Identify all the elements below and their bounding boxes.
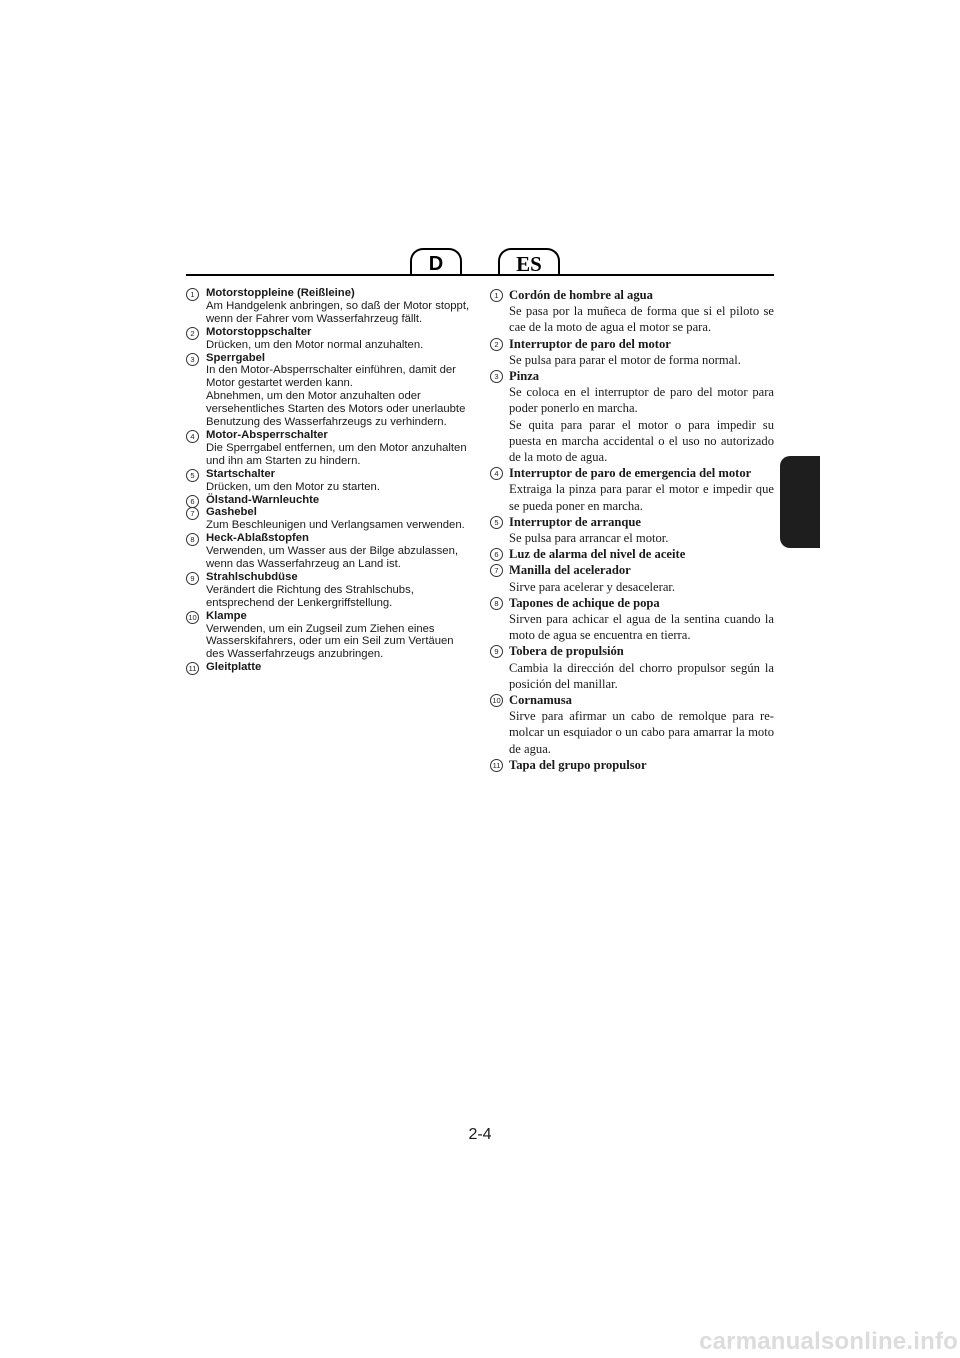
list-item <box>490 546 774 562</box>
item-number: 11 <box>186 662 199 675</box>
list-item <box>490 757 774 773</box>
list-item <box>186 532 470 571</box>
item-description: Zum Beschleunigen und Verlangsamen verwenden. <box>206 519 465 532</box>
item-description: Sirve para acelerar y desacelerar. <box>509 579 676 594</box>
item-term: Manilla del acelerador <box>509 563 631 578</box>
item-term: Startschalter <box>206 467 276 480</box>
item-term: Strahlschubdüse <box>206 570 298 583</box>
item-number: 9 <box>186 572 199 585</box>
list-item <box>186 506 470 532</box>
list-item <box>490 514 774 546</box>
item-description: In den Motor-Absperrschalter einführen, damit der Motor gestartet werden kann. <box>206 364 456 390</box>
item-term: Tapones de achique de popa <box>509 595 660 610</box>
item-description: Drücken, um den Motor zu starten. <box>206 480 380 493</box>
list-item <box>490 643 774 692</box>
spanish-column <box>490 287 774 773</box>
item-description: Die Sperrgabel entfernen, um den Motor anzuhalten und ihn am Starten zu hindern. <box>206 441 467 467</box>
chapter-side-tab <box>780 456 820 548</box>
item-description: Sirve para afirmar un cabo de remolque para re-molcar un esquiador o un cabo para amarrar la moto de agua. <box>509 709 774 756</box>
item-term: Klampe <box>206 609 247 622</box>
item-term: Ölstand-Warnleuchte <box>206 493 320 506</box>
item-description: Sirven para achicar el agua de la sentina cuando la moto de agua se encuentra en tierra. <box>509 612 774 643</box>
item-number: 8 <box>490 597 503 610</box>
item-description: Se pulsa para parar el motor de forma normal. <box>509 352 741 367</box>
header-rule <box>186 274 774 276</box>
item-description: Extraiga la pinza para parar el motor e impedir que se pueda poner en marcha. <box>509 482 774 513</box>
item-term: Cornamusa <box>509 693 572 708</box>
item-term: Motorstoppschalter <box>206 325 312 338</box>
item-term: Interruptor de paro de emergencia del motor <box>509 466 752 481</box>
item-term: Luz de alarma del nivel de aceite <box>509 547 686 562</box>
item-term: Cordón de hombre al agua <box>509 288 653 302</box>
item-description: Am Handgelenk anbringen, so daß der Motor stoppt, wenn der Fahrer vom Wasserfahrzeug fällt. <box>206 299 470 325</box>
item-number: 3 <box>186 353 199 366</box>
item-number: 4 <box>490 467 503 480</box>
item-term: Motorstoppleine (Reißleine) <box>206 287 355 299</box>
item-term: Gleitplatte <box>206 661 262 674</box>
item-number: 9 <box>490 645 503 658</box>
item-term: Sperrgabel <box>206 351 266 364</box>
list-item <box>186 494 470 507</box>
list-item <box>490 562 774 594</box>
item-description: Verändert die Richtung des Strahlschubs, entsprechend der Lenkergriffstellung. <box>206 583 414 609</box>
item-description: Se pulsa para arrancar el motor. <box>509 531 669 546</box>
list-item <box>186 610 470 662</box>
item-number: 7 <box>186 507 199 520</box>
item-term: Interruptor de arranque <box>509 514 641 529</box>
item-number: 2 <box>490 338 503 351</box>
item-number: 1 <box>186 288 199 301</box>
item-term: Tapa del grupo propulsor <box>509 757 647 772</box>
item-term: Interruptor de paro del motor <box>509 336 671 351</box>
item-description: Verwenden, um Wasser aus der Bilge abzulassen, wenn das Wasserfahrzeug an Land ist. <box>206 545 459 571</box>
item-description: Verwenden, um ein Zugseil zum Ziehen eines Wasserskifahrers, oder um ein Seil zum Vertäuen des Wasserfahrzeugs anzubringen. <box>206 622 454 661</box>
item-number: 1 <box>490 289 503 302</box>
item-number: 5 <box>490 516 503 529</box>
item-description-extra: Se quita para parar el motor o para impedir su puesta en marcha accidental o el uso no autorizado de la moto de agua. <box>509 417 774 465</box>
item-number: 8 <box>186 533 199 546</box>
item-term: Heck-Ablaßstopfen <box>206 532 309 545</box>
item-number: 6 <box>186 495 199 508</box>
language-badge-es: ES <box>498 248 560 274</box>
list-item <box>186 287 470 326</box>
item-number: 10 <box>186 611 199 624</box>
list-item <box>186 429 470 468</box>
item-description: Drücken, um den Motor normal anzuhalten. <box>206 338 424 351</box>
item-number: 10 <box>490 694 503 707</box>
list-item <box>186 468 470 494</box>
item-description-extra: Abnehmen, um den Motor anzuhalten oder versehentliches Starten des Motors oder unerlaubte Benutzung des Wasserfahrzeugs zu verhindern. <box>206 390 466 429</box>
page-number: 2-4 <box>468 1126 492 1143</box>
item-term: Gashebel <box>206 506 257 519</box>
list-item <box>186 571 470 610</box>
item-description: Se pasa por la muñeca de forma que si el piloto se cae de la moto de agua el motor se para. <box>509 304 774 335</box>
item-term: Tobera de propulsión <box>509 644 624 659</box>
list-item <box>490 368 774 465</box>
watermark: carmanualsonline.info <box>699 1328 958 1355</box>
item-number: 6 <box>490 548 503 561</box>
item-number: 5 <box>186 469 199 482</box>
item-description: Se coloca en el interruptor de paro del motor para poder ponerlo en marcha. <box>509 385 774 416</box>
list-item <box>186 352 470 429</box>
item-number: 3 <box>490 370 503 383</box>
list-item <box>186 326 470 352</box>
list-item <box>186 661 470 674</box>
list-item <box>490 595 774 644</box>
list-item <box>490 465 774 514</box>
item-description: Cambia la dirección del chorro propulsor según la posición del manillar. <box>509 660 774 691</box>
german-column <box>186 287 470 674</box>
item-number: 2 <box>186 327 199 340</box>
item-term: Motor-Absperrschalter <box>206 428 328 441</box>
language-badge-d: D <box>410 248 462 274</box>
language-header <box>186 248 774 278</box>
item-number: 11 <box>490 759 503 772</box>
list-item <box>490 287 774 336</box>
item-number: 7 <box>490 564 503 577</box>
item-term: Pinza <box>509 369 540 384</box>
list-item <box>490 692 774 757</box>
list-item <box>490 336 774 368</box>
item-number: 4 <box>186 430 199 443</box>
